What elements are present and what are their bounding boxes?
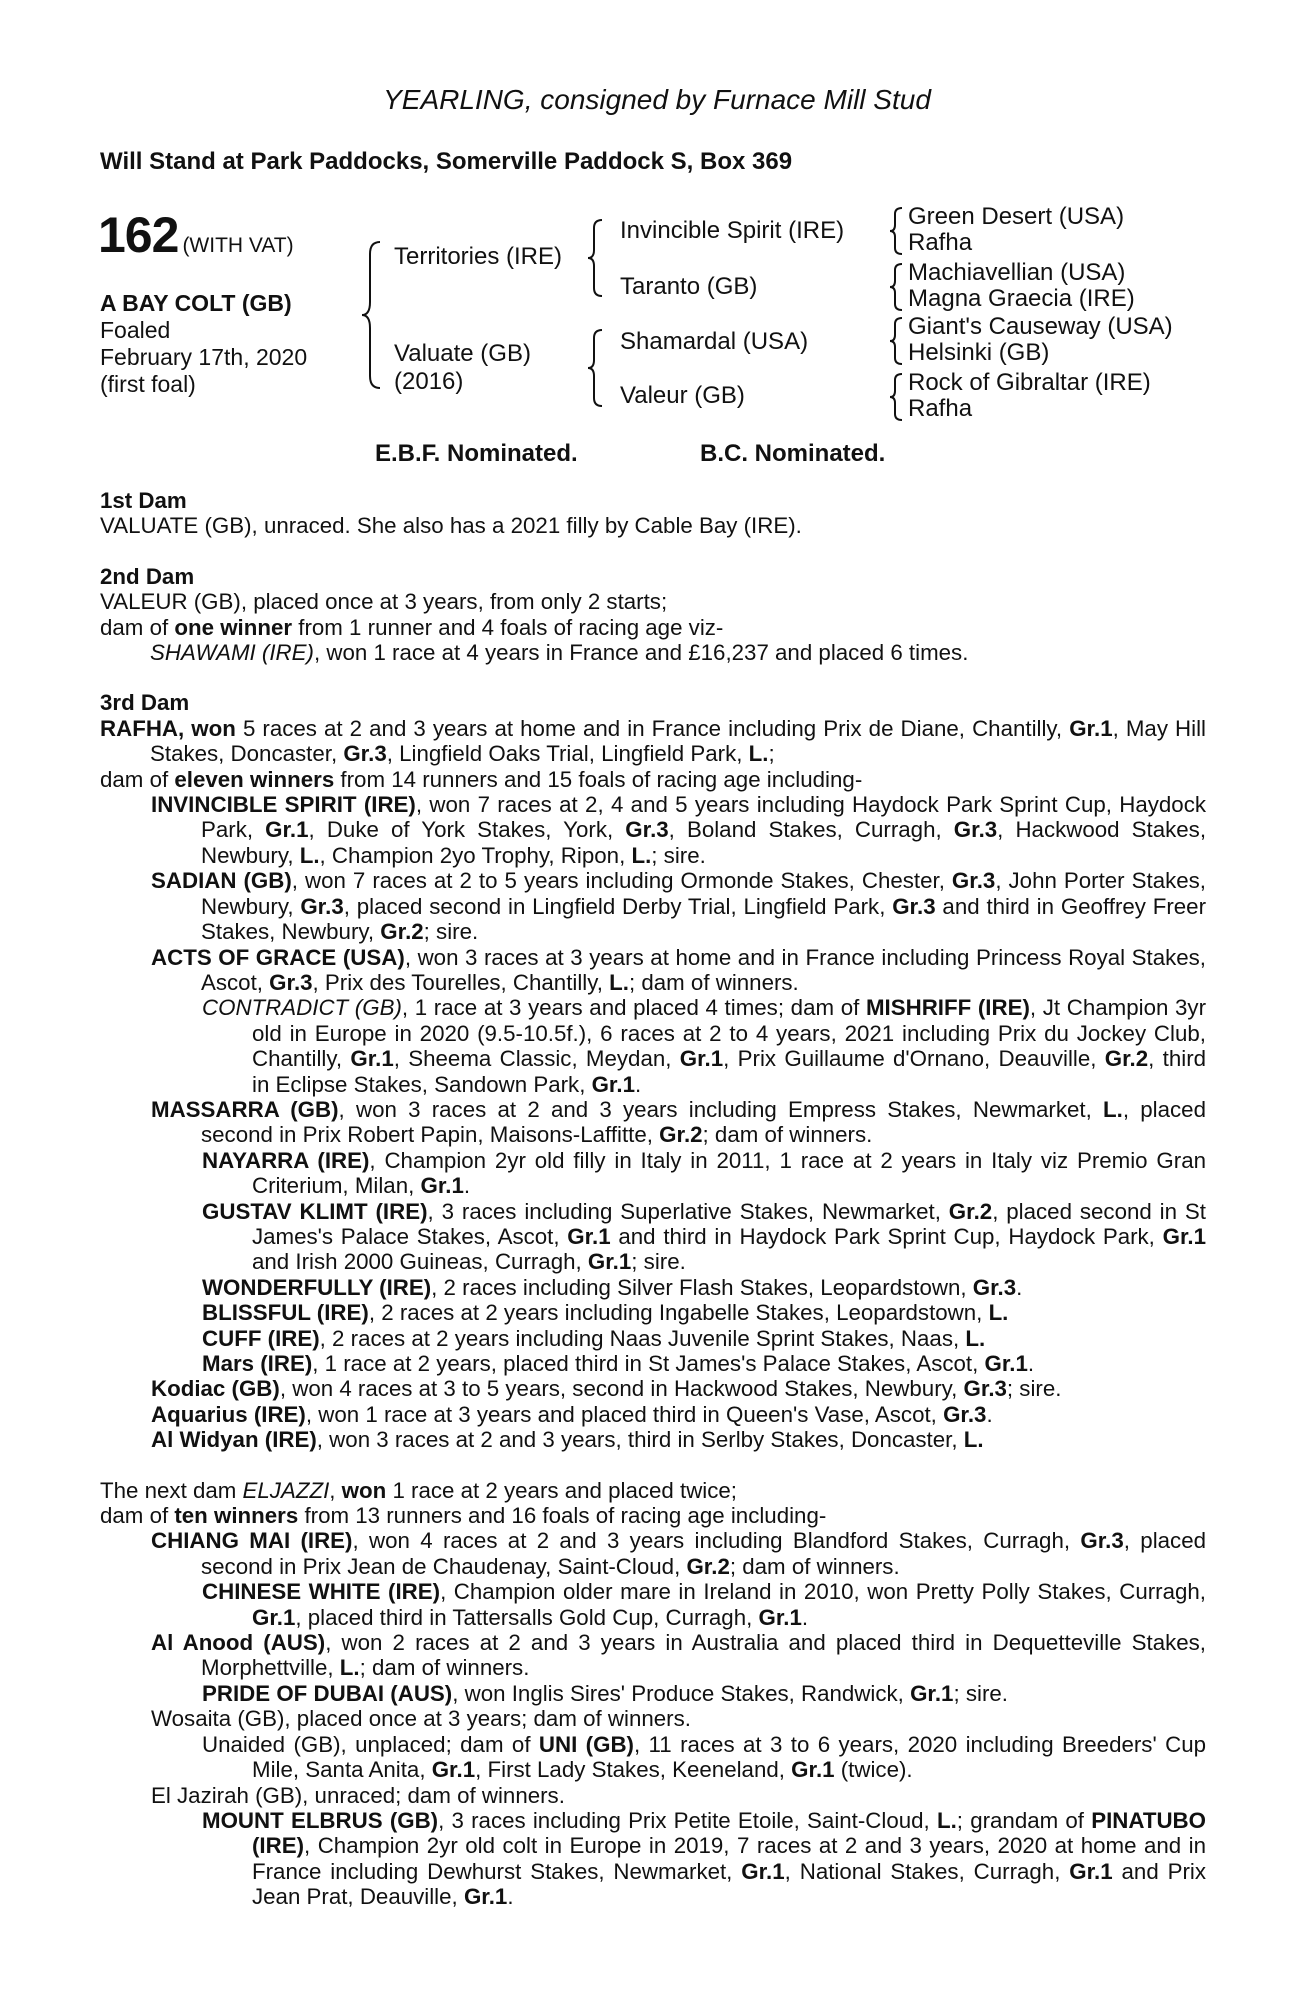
- aquarius-entry: Aquarius (IRE), won 1 race at 3 years and placed third in Queen's Vase, Ascot, Gr.3.: [151, 1401, 993, 1427]
- al-widyan-entry: Al Widyan (IRE), won 3 races at 2 and 3 years, third in Serlby Stakes, Doncaster, L.: [151, 1427, 984, 1453]
- sadian-entry: SADIAN (GB), won 7 races at 2 to 5 years including Ormonde Stakes, Chester, Gr.3, John Porter Stakes, Newbury, Gr.3, placed second in Lingfield Derby Trial, Lingfield Park, Gr.3 and third in Geoffrey Freer Stakes, Newbury, Gr.2; sire.: [151, 868, 1207, 945]
- stabling-location: Will Stand at Park Paddocks, Somerville Paddock S, Box 369: [100, 148, 793, 175]
- pedigree-g5: Giant's Causeway (USA): [908, 313, 1173, 340]
- cuff-entry: CUFF (IRE), 2 races at 2 years including Naas Juvenile Sprint Stakes, Naas, L.: [202, 1325, 986, 1351]
- foaled-label: Foaled: [100, 317, 171, 343]
- bc-nomination: B.C. Nominated.: [700, 440, 886, 467]
- mars-entry: Mars (IRE), 1 race at 2 years, placed third in St James's Palace Stakes, Ascot, Gr.1.: [202, 1351, 1035, 1376]
- pedigree-sire-sire: Invincible Spirit (IRE): [620, 217, 845, 244]
- produce-record: [100, 488, 1206, 1910]
- unaided-entry: Unaided (GB), unplaced; dam of UNI (GB), 11 races at 3 to 6 years, 2020 including Breeders' Cup Mile, Santa Anita, Gr.1, First Lady Stakes, Keeneland, Gr.1 (twice).: [202, 1731, 1206, 1783]
- pedigree-brace-g4: [888, 372, 904, 422]
- pedigree-dam-dam: Valeur (GB): [620, 382, 745, 409]
- mount-elbrus-entry: MOUNT ELBRUS (GB), 3 races including Prix Petite Etoile, Saint-Cloud, L.; grandam of PINATUBO (IRE), Champion 2yr old colt in Europe in 2019, 7 races at 2 and 3 years, 2020 at home and in France including Dewhurst Stakes, Newmarket, Gr.1, National Stakes, Curragh, Gr.1 and Prix Jean Prat, Deauville, Gr.1.: [202, 1807, 1207, 1910]
- lot-header: [98, 206, 294, 264]
- pedigree-g7: Rock of Gibraltar (IRE): [908, 369, 1151, 396]
- horse-details: [100, 290, 307, 398]
- el-jazirah-entry: El Jazirah (GB), unraced; dam of winners.: [151, 1782, 565, 1808]
- horse-name: A BAY COLT (GB): [100, 290, 292, 316]
- pedigree-brace-g2: [888, 262, 904, 312]
- pedigree-g6: Helsinki (GB): [908, 339, 1050, 366]
- pedigree-g4: Magna Graecia (IRE): [908, 285, 1135, 312]
- acts-of-grace-entry: ACTS OF GRACE (USA), won 3 races at 3 years at home and in France including Princess Royal Stakes, Ascot, Gr.3, Prix des Tourelles, Chantilly, L.; dam of winners.: [151, 944, 1207, 995]
- kodiac-entry: Kodiac (GB), won 4 races at 3 to 5 years, second in Hackwood Stakes, Newbury, Gr.3; sire.: [151, 1376, 1062, 1402]
- al-anood-entry: Al Anood (AUS), won 2 races at 2 and 3 years in Australia and placed third in Dequetteville Stakes, Morphettville, L.; dam of winners.: [151, 1630, 1206, 1681]
- pedigree-brace-main: [360, 240, 382, 390]
- pedigree-brace-g3: [888, 316, 904, 366]
- pedigree-brace-dam: [586, 328, 604, 408]
- chinese-white-entry: CHINESE WHITE (IRE), Champion older mare in Ireland in 2010, won Pretty Polly Stakes, Curragh, Gr.1, placed third in Tattersalls Gold Cup, Curragh, Gr.1.: [202, 1579, 1206, 1630]
- gustav-klimt-entry: GUSTAV KLIMT (IRE), 3 races including Superlative Stakes, Newmarket, Gr.2, placed second in St James's Palace Stakes, Ascot, Gr.1 and third in Haydock Park Sprint Cup, Haydock Park, Gr.1 and Irish 2000 Guineas, Curragh, Gr.1; sire.: [202, 1198, 1206, 1275]
- wonderfully-entry: WONDERFULLY (IRE), 2 races including Silver Flash Stakes, Leopardstown, Gr.3.: [202, 1274, 1023, 1300]
- rafha-entry: RAFHA, won 5 races at 2 and 3 years at home and in France including Prix de Diane, Chantilly, Gr.1, May Hill Stakes, Doncaster, Gr.3, Lingfield Oaks Trial, Lingfield Park, L.;: [100, 715, 1207, 767]
- blissful-entry: BLISSFUL (IRE), 2 races at 2 years including Ingabelle Stakes, Leopardstown, L.: [202, 1300, 1009, 1326]
- contradict-entry: CONTRADICT (GB), 1 race at 3 years and placed 4 times; dam of MISHRIFF (IRE), Jt Champion 3yr old in Europe in 2020 (9.5-10.5f.), 6 races at 2 to 4 years, 2021 including Prix du Jockey Club, Chantilly, Gr.1, Sheema Classic, Meydan, Gr.1, Prix Guillaume d'Ornano, Deauville, Gr.2, third in Eclipse Stakes, Sandown Park, Gr.1.: [202, 995, 1207, 1097]
- pedigree-brace-sire: [586, 218, 604, 298]
- pride-of-dubai-entry: PRIDE OF DUBAI (AUS), won Inglis Sires' Produce Stakes, Randwick, Gr.1; sire.: [202, 1680, 1008, 1706]
- pedigree-sire-dam: Taranto (GB): [620, 273, 758, 300]
- foal-note: (first foal): [100, 371, 196, 397]
- pedigree-g8: Rafha: [908, 395, 973, 422]
- pedigree-g1: Green Desert (USA): [908, 203, 1125, 230]
- lot-number: 162: [98, 207, 179, 263]
- pedigree-g2: Rafha: [908, 229, 973, 256]
- shawami-entry: SHAWAMI (IRE), won 1 race at 4 years in France and £16,237 and placed 6 times.: [150, 640, 969, 666]
- pedigree-dam-sire: Shamardal (USA): [620, 328, 809, 355]
- second-dam-line1: VALEUR (GB), placed once at 3 years, from only 2 starts;: [100, 589, 668, 615]
- first-dam-text: VALUATE (GB), unraced. She also has a 2021 filly by Cable Bay (IRE).: [100, 513, 802, 539]
- pedigree-dam: Valuate (GB): [394, 340, 531, 367]
- pedigree-dam-year: (2016): [394, 368, 464, 395]
- vat-note: (WITH VAT): [182, 234, 294, 257]
- nayarra-entry: NAYARRA (IRE), Champion 2yr old filly in Italy in 2011, 1 race at 2 years in Italy viz Premio Gran Criterium, Milan, Gr.1.: [202, 1147, 1206, 1199]
- ebf-nomination: E.B.F. Nominated.: [375, 440, 578, 467]
- first-dam-heading: 1st Dam: [100, 488, 187, 513]
- foaled-date: February 17th, 2020: [100, 344, 308, 370]
- pedigree-brace-g1: [888, 206, 904, 256]
- second-dam-heading: 2nd Dam: [100, 563, 195, 589]
- next-dam-dam-of: dam of ten winners from 13 runners and 16 foals of racing age including-: [100, 1503, 827, 1529]
- pedigree-sire: Territories (IRE): [394, 243, 563, 270]
- consignor-line: YEARLING, consigned by Furnace Mill Stud: [383, 84, 931, 115]
- second-dam-line2: dam of one winner from 1 runner and 4 foals of racing age viz-: [100, 614, 724, 640]
- rafha-dam-of: dam of eleven winners from 14 runners and 15 foals of racing age including-: [100, 766, 863, 792]
- massarra-entry: MASSARRA (GB), won 3 races at 2 and 3 years including Empress Stakes, Newmarket, L., placed second in Prix Robert Papin, Maisons-Laffitte, Gr.2; dam of winners.: [151, 1096, 1206, 1148]
- pedigree-g3: Machiavellian (USA): [908, 259, 1126, 286]
- next-dam-intro: The next dam ELJAZZI, won 1 race at 2 years and placed twice;: [100, 1477, 738, 1503]
- third-dam-heading: 3rd Dam: [100, 690, 190, 716]
- chiang-mai-entry: CHIANG MAI (IRE), won 4 races at 2 and 3 years including Blandford Stakes, Curragh, Gr.3, placed second in Prix Jean de Chaudenay, Saint-Cloud, Gr.2; dam of winners.: [151, 1528, 1207, 1579]
- wosaita-entry: Wosaita (GB), placed once at 3 years; dam of winners.: [151, 1706, 691, 1732]
- invincible-spirit-entry: INVINCIBLE SPIRIT (IRE), won 7 races at 2, 4 and 5 years including Haydock Park Sprint Cup, Haydock Park, Gr.1, Duke of York Stakes, York, Gr.3, Boland Stakes, Curragh, Gr.3, Hackwood Stakes, Newbury, L., Champion 2yo Trophy, Ripon, L.; sire.: [151, 792, 1207, 868]
